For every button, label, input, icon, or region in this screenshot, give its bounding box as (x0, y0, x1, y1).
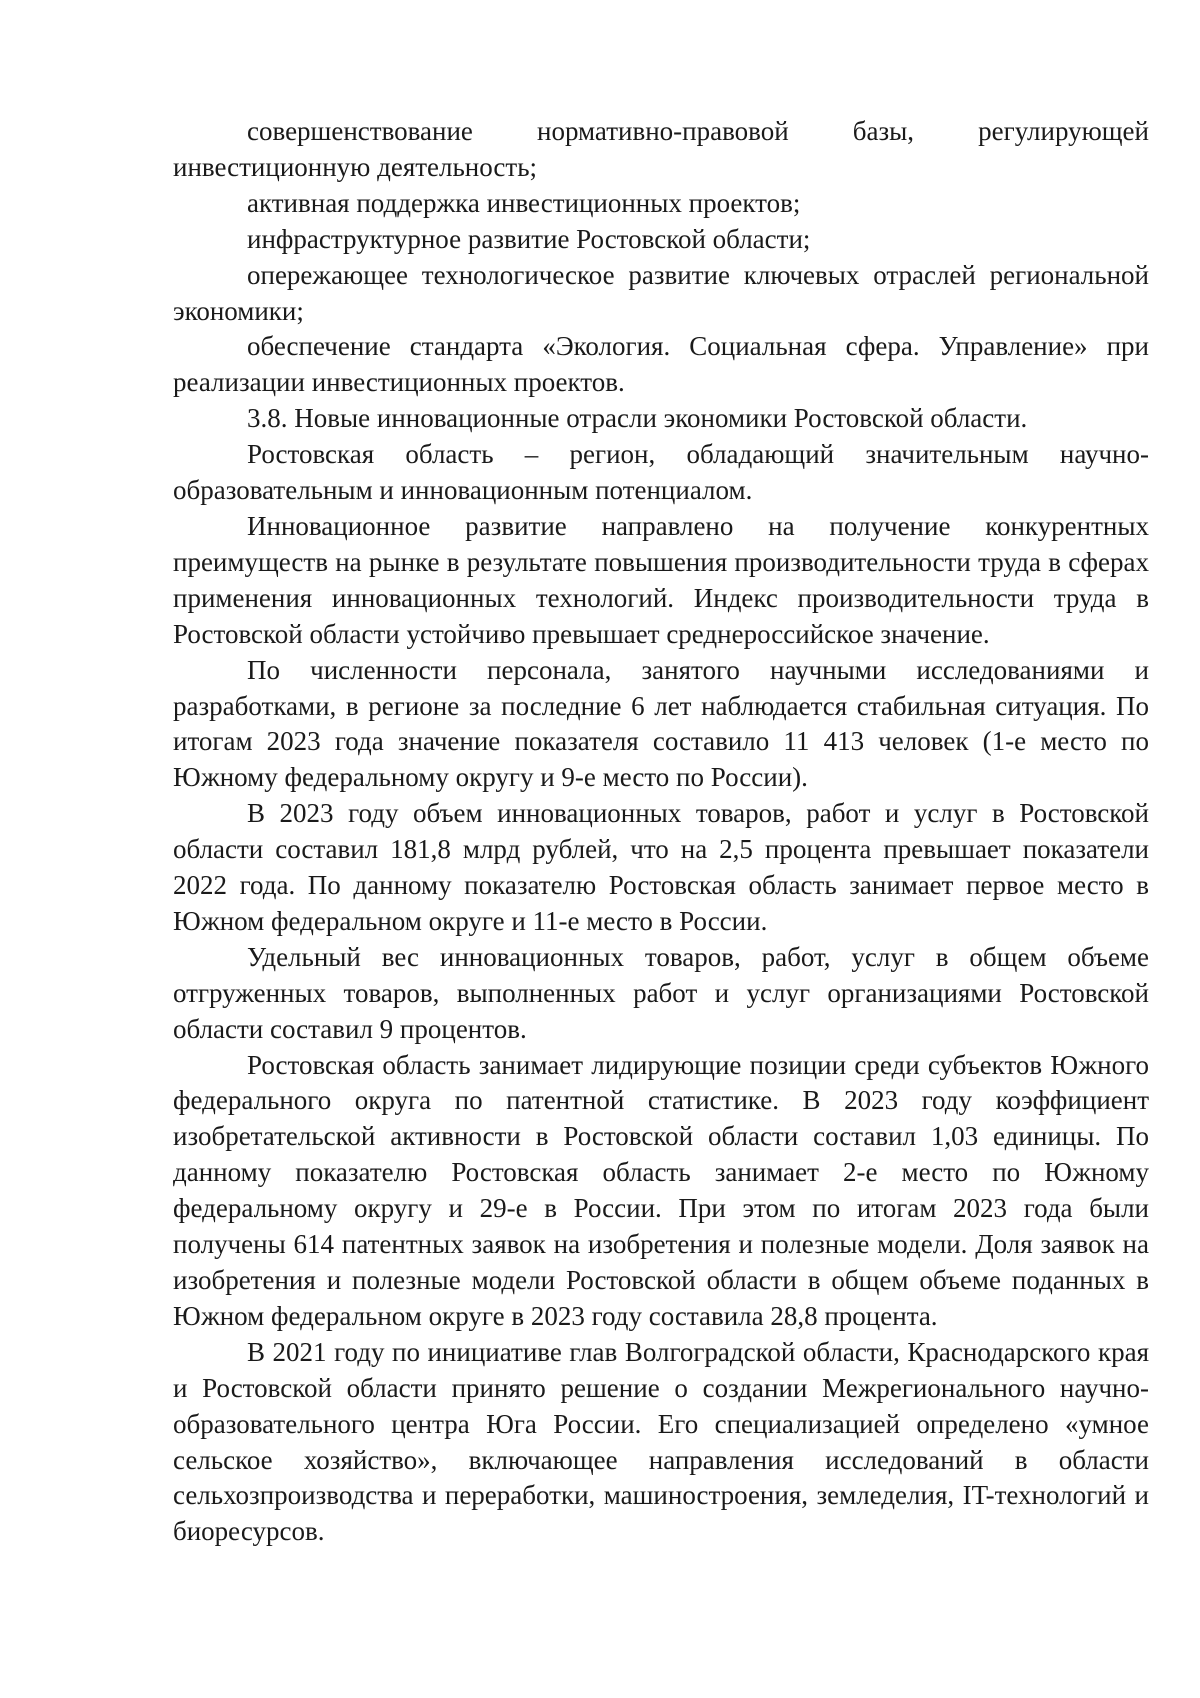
paragraph-esg-standard: обеспечение стандарта «Экология. Социальная сфера. Управление» при реализации инвестиционных проектов. (173, 331, 1149, 398)
paragraph-research-center: В 2021 году по инициативе глав Волгоградской области, Краснодарского края и Ростовской области принято решение о создании Межрегионального научно-образовательного центра Юга России. Его специализацией определено «умное сельское хозяйство», включающее направления исследований в области сельхозпроизводства и переработки, машиностроения, земледелия, IT-технологий и биоресурсов. (173, 1336, 1149, 1547)
paragraph-region-potential: Ростовская область – регион, обладающий значительным научно-образовательным и инновационным потенциалом. (173, 439, 1149, 506)
paragraph-infrastructure: инфраструктурное развитие Ростовской области; (247, 223, 811, 254)
paragraph-project-support: активная поддержка инвестиционных проектов; (247, 187, 801, 218)
document-body (173, 114, 1149, 1550)
paragraph-innovation-share: Удельный вес инновационных товаров, работ, услуг в общем объеме отгруженных товаров, выполненных работ и услуг организациями Ростовской области составил 9 процентов. (173, 941, 1149, 1044)
paragraph-regulatory-base: совершенствование нормативно-правовой базы, регулирующей инвестиционную деятельность; (173, 116, 1149, 182)
paragraph-patent-statistics: Ростовская область занимает лидирующие позиции среди субъектов Южного федерального округа по патентной статистике. В 2023 году коэффициент изобретательской активности в Ростовской области составил 1,03 единицы. По данному показателю Ростовская область занимает 2-е место по Южному федеральному округу и 29-е в России. При этом по итогам 2023 года были получены 614 патентных заявок на изобретения и полезные модели. Доля заявок на изобретения и полезные модели Ростовской области в общем объеме поданных в Южном федеральном округе в 2023 году составила 28,8 процента. (173, 1049, 1149, 1331)
paragraph-tech-development: опережающее технологическое развитие ключевых отраслей региональной экономики; (173, 259, 1149, 326)
paragraph-innovation-volume: В 2023 году объем инновационных товаров, работ и услуг в Ростовской области составил 181,8 млрд рублей, что на 2,5 процента превышает показатели 2022 года. По данному показателю Ростовская область занимает первое место в Южном федеральном округе и 11-е место в России. (173, 798, 1149, 936)
section-heading-3-8: 3.8. Новые инновационные отрасли экономики Ростовской области. (247, 403, 1028, 434)
paragraph-innovation-development: Инновационное развитие направлено на получение конкурентных преимуществ на рынке в результате повышения производительности труда в сферах применения инновационных технологий. Индекс производительности труда в Ростовской области устойчиво превышает среднероссийское значение. (173, 510, 1149, 649)
paragraph-research-personnel: По численности персонала, занятого научными исследованиями и разработками, в регионе за последние 6 лет наблюдается стабильная ситуация. По итогам 2023 года значение показателя составило 11 413 человек (1-е место по Южному федеральному округу и 9-е место по России). (173, 654, 1149, 793)
